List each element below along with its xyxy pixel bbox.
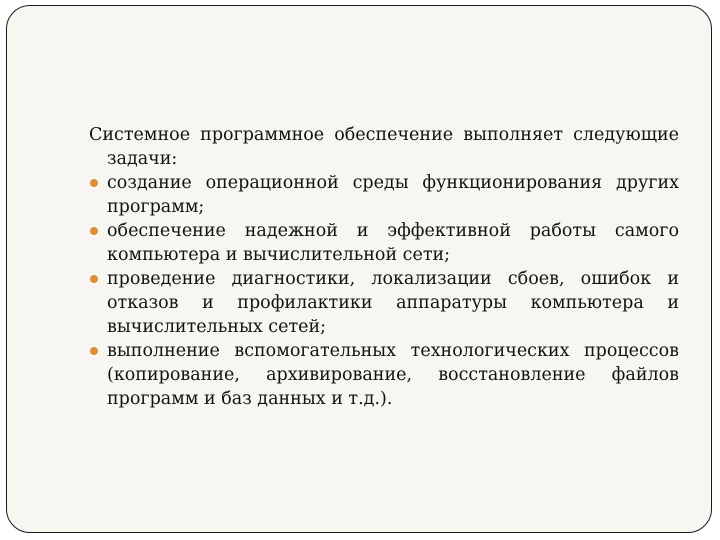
- list-item: [89, 339, 679, 411]
- list-item: [89, 267, 679, 339]
- list-item-text: проведение диагностики, локализации сбоев, ошибок и отказов и профилактики аппаратуры компьютера и вычислительных сетей;: [107, 269, 679, 337]
- round-bullet-icon: [90, 227, 98, 235]
- task-list: [89, 171, 679, 411]
- list-item-text: выполнение вспомогательных технологических процессов (копирование, архивирование, восстановление файлов программ и баз данных и т.д.).: [107, 341, 679, 409]
- slide-content: [89, 123, 679, 411]
- list-item-text: создание операционной среды функционирования других программ;: [107, 173, 679, 217]
- list-item: [89, 171, 679, 219]
- list-item-text: обеспечение надежной и эффективной работы самого компьютера и вычислительной сети;: [107, 221, 679, 265]
- slide-frame: [6, 5, 712, 533]
- list-item: [89, 219, 679, 267]
- intro-paragraph: Системное программное обеспечение выполняет следующие задачи:: [89, 125, 679, 169]
- round-bullet-icon: [90, 179, 98, 187]
- round-bullet-icon: [90, 347, 98, 355]
- round-bullet-icon: [90, 275, 98, 283]
